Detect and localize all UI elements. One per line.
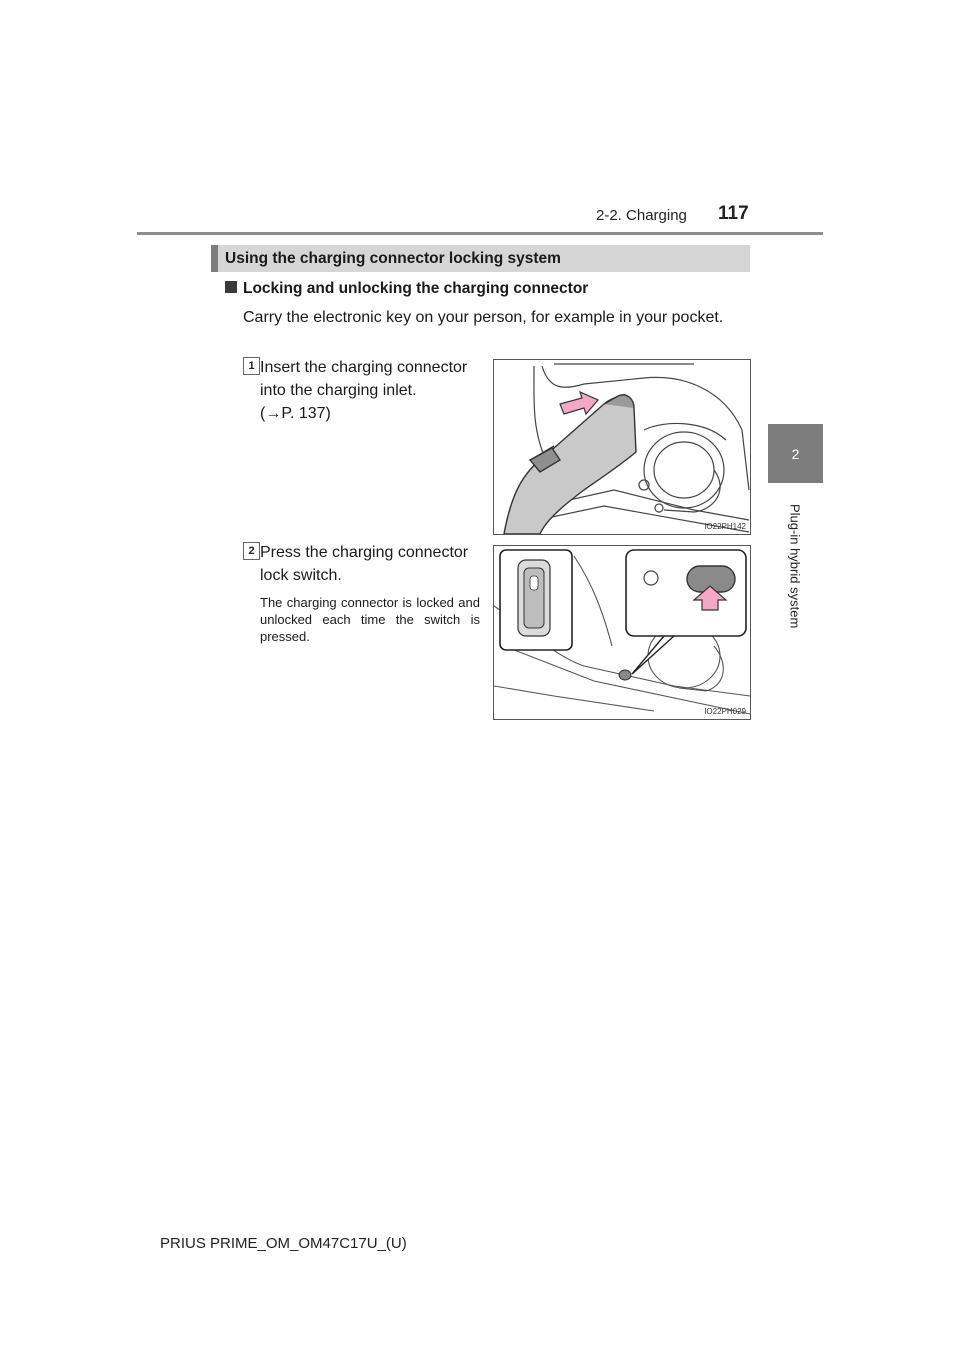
section-heading-bar	[211, 245, 218, 272]
lock-switch-location-icon	[619, 670, 631, 680]
connector-illustration	[494, 360, 750, 534]
lock-switch-illustration	[494, 546, 750, 719]
page-number: 117	[718, 203, 749, 224]
step-2-note: The charging connector is locked and unlocked each time the switch is pressed.	[260, 595, 480, 644]
step-number-1: 1	[243, 357, 260, 375]
figure-insert-connector	[493, 359, 751, 535]
figure-code: IO22PH029	[704, 707, 746, 716]
step-number-2: 2	[243, 542, 260, 560]
step-1-line: into the charging inlet.	[260, 382, 417, 399]
figure-lock-switch	[493, 545, 751, 720]
step-1-text	[260, 356, 480, 425]
step-2-text	[260, 541, 480, 587]
intro-paragraph: Carry the electronic key on your person, for example in your pocket.	[243, 309, 724, 326]
step-2-line: lock switch.	[260, 567, 342, 584]
section-heading-text: Using the charging connector locking system	[225, 250, 561, 267]
step-1-line: Insert the charging connector	[260, 359, 468, 376]
figure-code: IO22PH142	[704, 522, 746, 531]
switch-inset	[626, 550, 746, 674]
insert-direction-arrow-icon	[560, 392, 598, 414]
chapter-number: 2	[791, 445, 800, 462]
footer-doc-code: PRIUS PRIME_OM_OM47C17U_(U)	[160, 1235, 407, 1252]
section-heading	[211, 245, 750, 272]
key-inset	[500, 550, 572, 650]
step-1-line: (→P. 137)	[260, 405, 331, 422]
step-2-line: Press the charging connector	[260, 544, 469, 561]
chapter-tab	[768, 424, 823, 483]
chapter-title-vertical	[772, 486, 818, 646]
sub-heading	[225, 280, 588, 298]
sub-heading-text: Locking and unlocking the charging connector	[243, 280, 589, 297]
running-header-section: 2-2. Charging	[596, 207, 687, 224]
chapter-title: Plug-in hybrid system	[787, 503, 803, 629]
header-rule	[137, 232, 823, 235]
square-bullet-icon	[225, 281, 237, 293]
